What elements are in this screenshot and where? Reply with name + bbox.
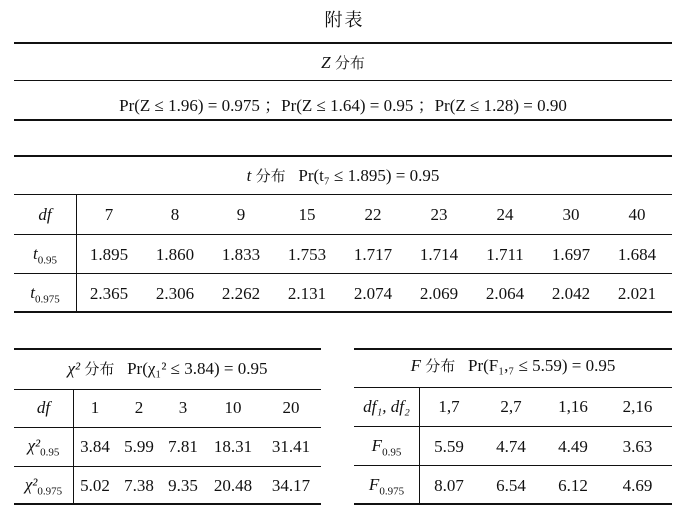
table-cell: 1.697 xyxy=(551,245,591,265)
table-cell: 18.31 xyxy=(213,437,253,457)
chi-table-row-rule xyxy=(14,427,321,428)
table-row xyxy=(354,436,672,458)
row-label: $\chi^2_{0.95}$ xyxy=(27,436,60,459)
t-caption-var: t xyxy=(246,166,252,185)
t-df-cell: 15 xyxy=(298,205,316,224)
table-cell: 2.064 xyxy=(485,284,525,304)
table-cell: 4.69 xyxy=(622,476,653,496)
t-table-row-rule xyxy=(14,234,672,235)
chi-header-row xyxy=(14,398,321,418)
table-cell: 2.069 xyxy=(419,284,459,304)
chi-table-top-rule xyxy=(14,348,321,350)
chi-caption-var: χ² xyxy=(67,359,81,378)
chi-header-label: df xyxy=(36,398,51,417)
t-header-row xyxy=(14,205,672,225)
chi-table-row-rule xyxy=(14,466,321,467)
table-cell: 2.042 xyxy=(551,284,591,304)
table-cell: 2.074 xyxy=(353,284,393,304)
t-table-row-rule xyxy=(14,273,672,274)
table-cell: 6.12 xyxy=(558,476,588,496)
chi-table-header-rule xyxy=(14,389,321,390)
t-table-bottom-rule xyxy=(14,311,672,313)
f-df-cell: 2,7 xyxy=(500,397,522,416)
row-label: $t_{0.95}$ xyxy=(33,244,57,267)
chi-df-cell: 1 xyxy=(90,398,100,417)
table-cell: 9.35 xyxy=(168,476,198,496)
table-cell: 1.833 xyxy=(221,245,261,265)
t-df-cell: 24 xyxy=(496,205,514,224)
t-df-cell: 9 xyxy=(236,205,246,224)
z-table-content: Pr(Z ≤ 1.96) = 0.975 ；Pr(Z ≤ 1.64) = 0.95 ；Pr(Z ≤ 1.28) = 0.90 xyxy=(119,96,567,115)
f-df-cell: 1,7 xyxy=(438,397,460,416)
table-cell: 3.84 xyxy=(80,437,110,457)
chi-table-caption xyxy=(14,358,321,379)
row-label: $t_{0.975}$ xyxy=(30,283,60,306)
z-table-top-rule xyxy=(14,42,672,44)
table-cell: 6.54 xyxy=(496,476,526,496)
z-table-bottom-rule xyxy=(14,119,672,121)
f-table-bottom-rule xyxy=(354,503,672,505)
table-cell: 1.895 xyxy=(89,245,129,265)
chi-caption-text: 分布 xyxy=(84,360,115,378)
table-row xyxy=(14,436,321,458)
table-cell: 1.860 xyxy=(155,245,195,265)
table-cell: 4.49 xyxy=(558,437,588,457)
table-cell: 1.711 xyxy=(486,245,524,265)
t-header-label: df xyxy=(38,205,52,224)
chi-table-bottom-rule xyxy=(14,503,321,505)
row-label: $F_{0.95}$ xyxy=(371,436,402,459)
z-caption-var: Z xyxy=(321,53,331,72)
chi-df-cell: 20 xyxy=(282,398,300,417)
table-cell: 7.81 xyxy=(168,437,198,457)
table-row xyxy=(14,244,672,266)
table-row xyxy=(354,475,672,497)
f-caption-var: F xyxy=(410,356,421,375)
table-cell: 2.306 xyxy=(155,284,195,304)
table-cell: 8.07 xyxy=(434,476,464,496)
f-table-caption xyxy=(354,355,672,376)
table-cell: 1.714 xyxy=(419,245,459,265)
row-label: $\chi^2_{0.975}$ xyxy=(24,475,63,498)
t-table-caption xyxy=(14,165,672,186)
f-header-row xyxy=(354,397,672,417)
table-cell: 7.38 xyxy=(124,476,154,496)
table-cell: 4.74 xyxy=(496,437,526,457)
f-table-row-rule xyxy=(354,465,672,466)
f-table-top-rule xyxy=(354,348,672,350)
table-cell: 1.684 xyxy=(617,245,657,265)
f-table-header-rule xyxy=(354,387,672,388)
t-caption-text: 分布 xyxy=(255,167,286,185)
f-header-label: df₁, df₂ xyxy=(363,397,410,416)
t-df-cell: 30 xyxy=(562,205,580,224)
z-table-mid-rule xyxy=(14,80,672,81)
z-table-caption xyxy=(14,52,672,73)
table-cell: 20.48 xyxy=(213,476,253,496)
f-caption-text: 分布 xyxy=(425,357,456,375)
t-table-header-rule xyxy=(14,194,672,195)
chi-df-cell: 2 xyxy=(134,398,144,417)
table-row xyxy=(14,475,321,497)
t-df-cell: 23 xyxy=(430,205,448,224)
chi-df-cell: 10 xyxy=(224,398,242,417)
t-df-cell: 7 xyxy=(104,205,114,224)
f-df-cell: 1,16 xyxy=(558,397,588,416)
z-caption-text: 分布 xyxy=(334,54,365,72)
t-caption-prob: Pr(t₇ ≤ 1.895) = 0.95 xyxy=(298,166,440,185)
f-caption-prob: Pr(F₁,₇ ≤ 5.59) = 0.95 xyxy=(467,356,616,375)
table-cell: 2.262 xyxy=(221,284,261,304)
table-cell: 3.63 xyxy=(622,437,653,457)
table-cell: 2.021 xyxy=(617,284,657,304)
table-cell: 5.02 xyxy=(80,476,110,496)
table-cell: 2.365 xyxy=(89,284,129,304)
t-table-top-rule xyxy=(14,155,672,157)
t-df-cell: 8 xyxy=(170,205,180,224)
chi-df-cell: 3 xyxy=(178,398,188,417)
chi-caption-prob: Pr(χ₁² ≤ 3.84) = 0.95 xyxy=(127,359,268,378)
table-cell: 5.59 xyxy=(434,437,464,457)
table-cell: 34.17 xyxy=(271,476,311,496)
table-cell: 2.131 xyxy=(287,284,327,304)
page-title: 附表 xyxy=(324,10,365,31)
table-cell: 5.99 xyxy=(124,437,154,457)
t-df-cell: 22 xyxy=(364,205,382,224)
f-df-cell: 2,16 xyxy=(622,397,653,416)
table-row xyxy=(14,283,672,305)
row-label: $F_{0.975}$ xyxy=(368,475,405,498)
f-table-row-rule xyxy=(354,426,672,427)
t-df-cell: 40 xyxy=(628,205,646,224)
table-cell: 1.753 xyxy=(287,245,327,265)
table-cell: 1.717 xyxy=(353,245,393,265)
table-cell: 31.41 xyxy=(271,437,311,457)
